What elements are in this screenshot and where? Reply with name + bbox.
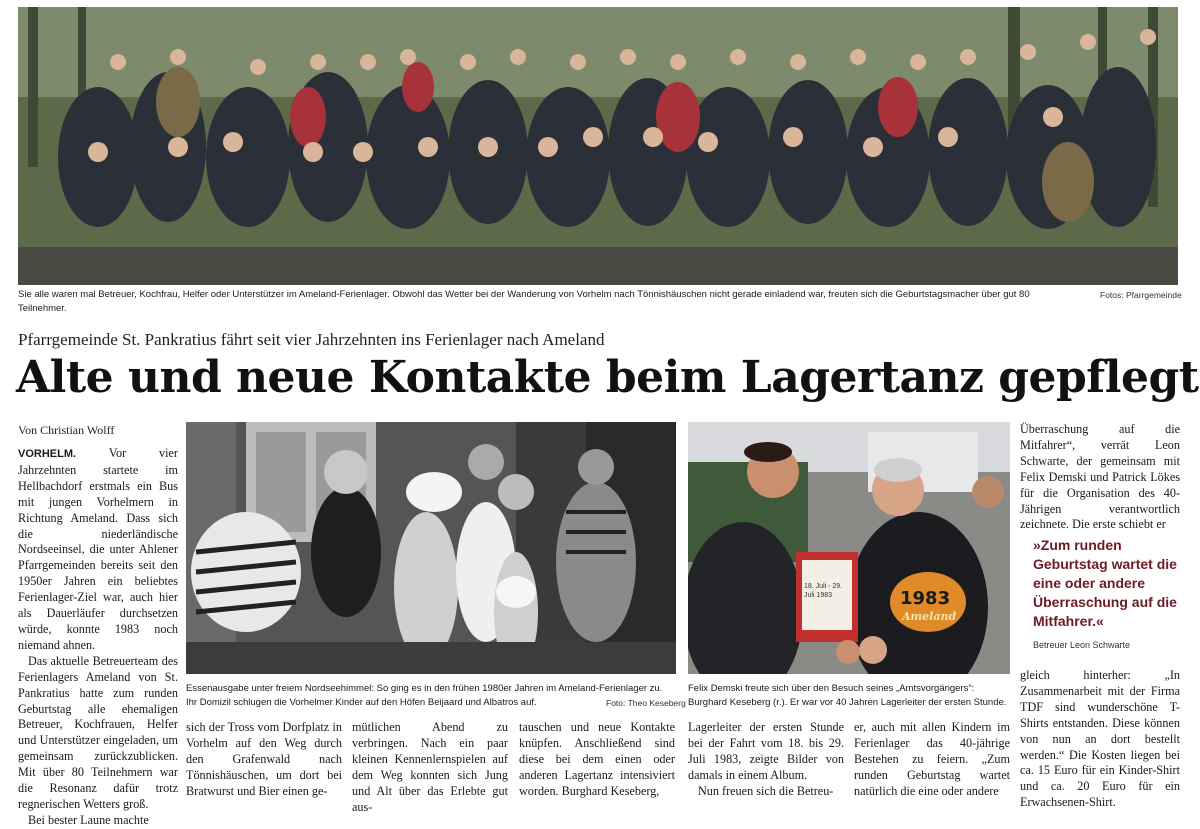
album-label: 18. Juli - 29. Juli 1983	[804, 583, 843, 599]
article-column-4: tauschen und neue Kontakte knüpfen. Anschließend sind diese bei dem einen oder anderen Lagertanz intensiviert worden. Burghard Keseberg,	[519, 720, 675, 798]
paragraph: Bei bester Laune machte	[28, 812, 149, 827]
paragraph: Das aktuelle Betreuerteam des Ferienlagers Ameland von St. Pankratius hatte zum runden Geburtstag alle ehemaligen Betreuer, Kochfrauen, Helfer und Unterstützer eingeladen, um gemeinsam zurückzublicken. Mit über 80 Teilnehmern war die Resonanz dafür trotz regnerischen Wetters groß.	[18, 653, 178, 811]
reunion-photo	[688, 422, 1010, 674]
article-column-5	[688, 720, 844, 800]
reunion-photo-caption: Felix Demski freute sich über den Besuch seines „Amtsvorgängers“: Burghard Keseberg (r.). Er war vor 40 Jahren Lagerleiter der ersten Stunde.	[688, 683, 1007, 708]
shirt-year: 1983	[900, 588, 951, 609]
archive-photo-credit: Foto: Theo Keseberg	[606, 698, 686, 708]
shirt-word: Ameland	[902, 610, 957, 623]
group-photo-caption: Sie alle waren mal Betreuer, Kochfrau, Helfer oder Unterstützer im Ameland-Ferienlager. Obwohl das Wetter bei der Wanderung von Vorhelm nach Tönnishäuschen nicht gerade einladend war, freuten sich die Geburtstagsmacher über gut 80 Teilnehmer.	[18, 289, 1030, 314]
paragraph: Vor vier Jahrzehnten startete im Hellbachdorf erstmals ein Bus mit jungen Vorhelmern in Richtung Ameland. Dass sich die niederländische Nordseeinsel, die unter Ahlener Pfarrgemeinden bereits seit den 1950er Jahren ein beliebtes Ferienlager-Ziel war, auch hier als Dauerläufer durchsetzen würde, konnte 1983 noch niemand ahnen.	[18, 446, 178, 652]
group-photo-credit: Fotos: Pfarrgemeinde	[1100, 290, 1182, 300]
article-column-1	[18, 446, 178, 829]
pull-quote-source: Betreuer Leon Schwarte	[1033, 640, 1131, 650]
paragraph: Nun freuen sich die Betreu-	[698, 783, 834, 798]
archive-photo-caption: Essenausgabe unter freiem Nordseehimmel: So ging es in den frühen 1980er Jahren im Ameland-Ferienlager zu. Ihr Domizil schlugen die Vorhelmer Kinder auf den Höfen Beijaard und Albatros auf.	[186, 683, 663, 708]
byline: Von Christian Wolff	[18, 423, 115, 437]
article-column-7b: gleich hinterher: „In Zusammenarbeit mit der Firma TDF sind wunderschöne T-Shirts entstanden. Diese können von nun an dort bestellt werden.“ Die Kosten liegen bei ca. 15 Euro für ein Kinder-Shirt und ca. 20 Euro für ein Erwachsenen-Shirt.	[1020, 668, 1180, 810]
archive-photo	[186, 422, 676, 674]
pull-quote: »Zum runden Geburtstag wartet die eine oder andere Überraschung auf die Mitfahrer.«	[1033, 537, 1177, 629]
article-column-6: er, auch mit allen Kindern im Ferienlager das 40-jährige Bestehen zu feiern. „Zum runden Geburtstag wartet natürlich die eine oder andere	[854, 720, 1010, 798]
group-photo	[18, 7, 1178, 285]
article-column-2: sich der Tross vom Dorfplatz in Vorhelm auf den Weg durch den Grafenwald nach Tönnishäuschen, um dort bei Bratwurst und Bier einen ge-	[186, 720, 342, 798]
dateline: VORHELM.	[18, 448, 77, 460]
headline: Alte und neue Kontakte beim Lagertanz gepflegt	[16, 352, 1199, 403]
article-column-3: mütlichen Abend zu verbringen. Nach ein paar kleinen Kennenlernspielen auf dem Weg konnten sich Jung und Alt über das Erlebte gut aus-	[352, 720, 508, 814]
kicker: Pfarrgemeinde St. Pankratius fährt seit vier Jahrzehnten ins Ferienlager nach Ameland	[18, 330, 605, 349]
article-column-7a: Überraschung auf die Mitfahrer“, verrät Leon Schwarte, der gemeinsam mit Felix Demski und Patrick Lökes für die Organisation des 40-Jährigen verantwortlich zeichnete. Die erste schiebt er	[1020, 422, 1180, 532]
paragraph: Lagerleiter der ersten Stunde bei der Fahrt vom 18. bis 29. Juli 1983, zeigte Bilder von damals in einem Album.	[688, 720, 844, 782]
